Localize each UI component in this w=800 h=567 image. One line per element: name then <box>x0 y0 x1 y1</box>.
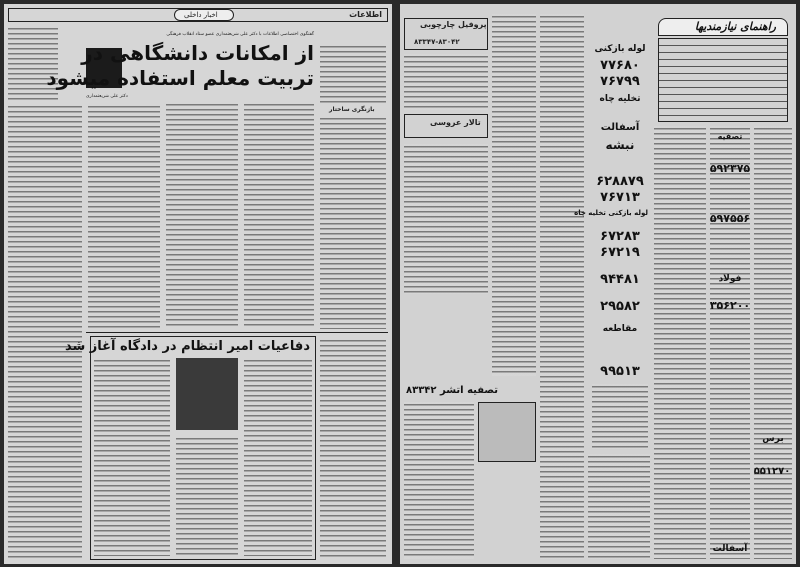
ad-profile-title: پروفیل چارچوبی <box>420 20 487 29</box>
ad-phone: ۵۹۲۳۷۵ <box>709 162 751 175</box>
left-newspaper-page <box>4 4 392 564</box>
ad-label: لوله بازکنی <box>594 44 646 54</box>
ad-phone: ۷۶۷۱۳ <box>600 190 640 205</box>
masthead-logo: اطلاعات <box>349 10 382 19</box>
headline-line1: از امکانات دانشگاهی در <box>81 41 314 65</box>
classifieds-index-table <box>658 38 788 122</box>
ad-label: تخلیه چاه <box>599 94 641 104</box>
ad-profile-phone: ۸۳۳۴۷-۸۳۰۴۲ <box>414 38 460 46</box>
article-column <box>244 358 312 556</box>
ad-image-box <box>478 402 536 462</box>
ad-label: تصفیه <box>717 132 743 141</box>
classified-column <box>540 14 584 559</box>
classified-column <box>592 384 648 449</box>
classified-column <box>754 126 792 559</box>
classified-column <box>492 14 536 376</box>
classifieds-title: راهنمای نیازمندیها <box>694 20 776 33</box>
ad-wedding-hall-title: تالار عروسی <box>430 118 481 127</box>
headline-line2: تربیت معلم استفاده میشود <box>46 66 314 90</box>
photo-caption: دکتر علی شریعتمداری <box>86 94 128 99</box>
classified-column <box>710 126 750 559</box>
ad-phone: ۶۲۸۸۷۹ <box>596 174 644 189</box>
court-photo <box>176 358 238 430</box>
second-headline: دفاعیات امیر انتظام در دادگاه آغاز شد <box>64 339 310 354</box>
ad-phone: ۹۹۵۱۳ <box>600 364 640 379</box>
classified-column <box>404 144 488 294</box>
kicker: گفتگوی اختصاصی اطلاعات با دکتر علی شریعتمداری عضو ستاد انقلاب فرهنگی <box>166 32 314 37</box>
bottom-ad: تصفیه اتشر ۸۳۳۴۲ <box>406 385 499 396</box>
ad-phone: ۲۹۵۸۲ <box>600 299 640 314</box>
article-column <box>8 26 58 102</box>
article-column <box>8 104 82 560</box>
ad-label: آسفالت <box>600 122 640 133</box>
classified-column <box>588 454 650 559</box>
ad-label: مقاطعه <box>602 324 638 334</box>
ad-label: آسفالت <box>712 544 748 554</box>
classified-column <box>654 126 706 559</box>
ad-phone: ۵۵۱۲۷۰ <box>753 466 791 477</box>
ad-phone: ۷۷۶۸۰ <box>600 58 640 73</box>
article-column <box>320 44 386 104</box>
ad-phone: ۵۹۷۵۵۶ <box>709 212 751 225</box>
ad-phone: ۹۴۴۸۱ <box>600 272 640 287</box>
ad-phone: ۷۶۷۹۹ <box>600 74 640 89</box>
article-column <box>88 104 160 329</box>
ad-label: فولاد <box>718 274 742 284</box>
article-column <box>244 102 314 329</box>
article-column <box>176 436 238 556</box>
ad-phone: ۶۷۲۱۹ <box>600 245 640 260</box>
right-newspaper-page <box>400 4 796 564</box>
article-column <box>320 338 386 560</box>
classified-column <box>404 54 488 110</box>
ad-phone: ۶۷۲۸۳ <box>600 229 640 244</box>
article-column <box>94 358 170 556</box>
ad-label: لوله بازکنی تخلیه چاه <box>574 209 648 217</box>
subhead: بازنگری ساختار <box>329 106 375 113</box>
section-label: اخبار داخلی <box>184 11 218 19</box>
article-column <box>320 116 386 329</box>
divider <box>86 332 388 333</box>
ad-phone: ۳۵۶۲۰۰ <box>709 299 751 312</box>
article-column <box>166 102 238 329</box>
ad-label: برس <box>762 434 784 444</box>
ad-label: نبشه <box>605 138 635 152</box>
classified-column <box>404 402 474 559</box>
